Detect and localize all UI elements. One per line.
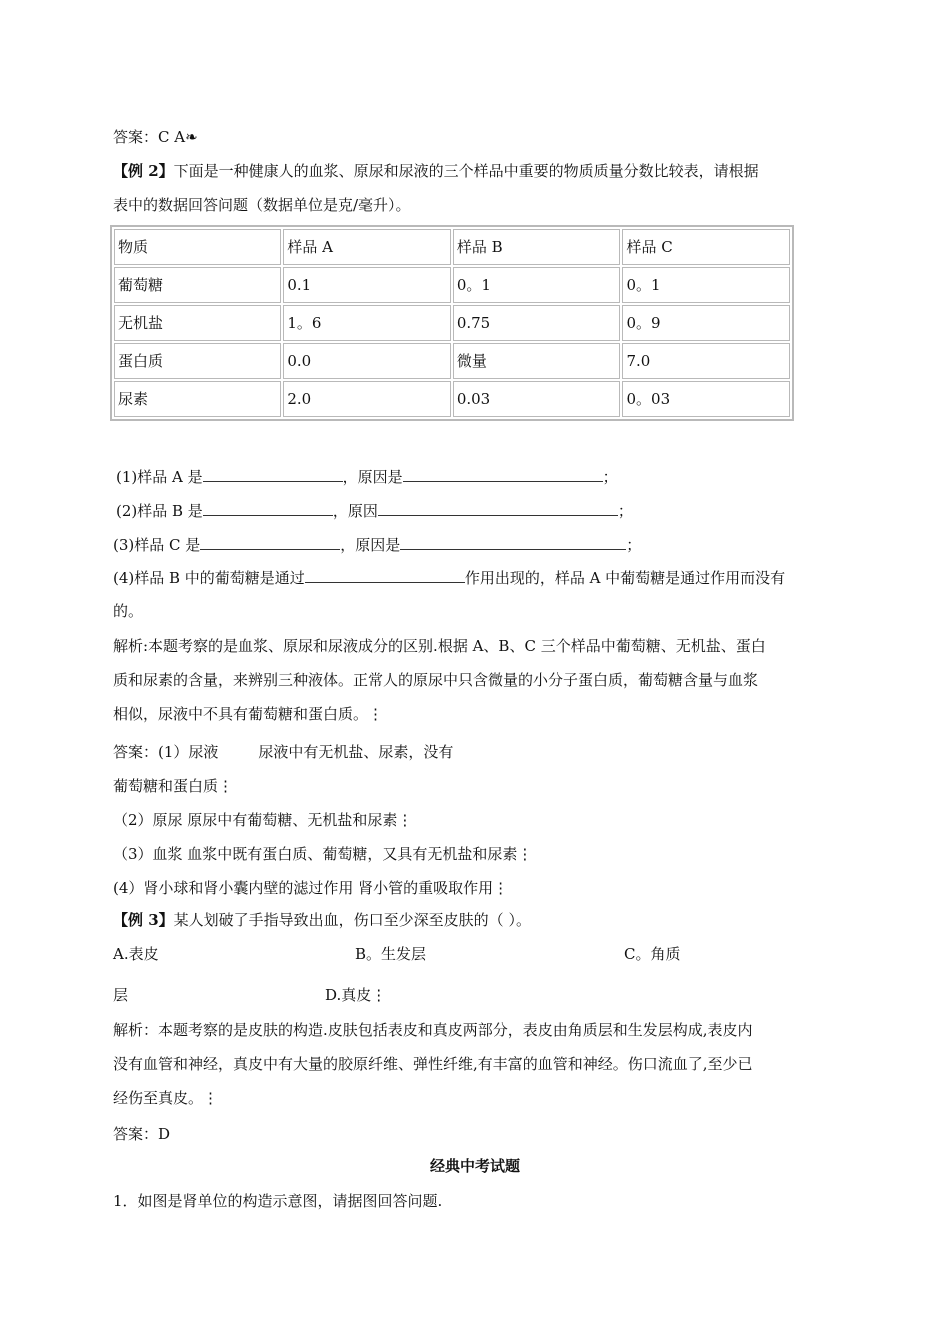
table-cell: 0。9 (622, 305, 790, 341)
table-header-cell: 样品 A (283, 229, 451, 265)
analysis-2-line: 解析:本题考察的是血浆、原尿和尿液成分的区别.根据 A、B、C 三个样品中葡萄糖、无机盐、蛋白 (113, 637, 766, 655)
table-cell: 0.03 (453, 381, 621, 417)
table-cell: 0.75 (453, 305, 621, 341)
table-cell: 0.1 (283, 267, 451, 303)
answer-blank[interactable] (403, 465, 603, 482)
table-row (114, 305, 790, 341)
section-title: 经典中考试题 (429, 1157, 520, 1175)
analysis-3-line: 解析：本题考察的是皮肤的构造.皮肤包括表皮和真皮两部分，表皮由角质层和生发层构成,表皮内 (113, 1021, 753, 1039)
last-question: 1．如图是肾单位的构造示意图，请据图回答问题. (113, 1192, 443, 1210)
table-row (114, 381, 790, 417)
answer-2-line-2: 葡萄糖和蛋白质⋮ (113, 777, 234, 795)
table-header-cell: 物质 (114, 229, 281, 265)
question-4-continued: 的。 (113, 602, 144, 620)
option-b: B。生发层 (355, 945, 427, 963)
example-2-intro-1: 【例 2】下面是一种健康人的血浆、原尿和尿液的三个样品中重要的物质质量分数比较表，请根据 (113, 162, 759, 180)
table-cell: 1。6 (283, 305, 451, 341)
analysis-2-line: 质和尿素的含量，来辨别三种液体。正常人的原尿中只含微量的小分子蛋白质，葡萄糖含量与血浆 (113, 671, 759, 689)
answer-text: 答案：C A (113, 128, 186, 146)
fleuron-icon: ❧ (185, 128, 198, 146)
example-2-intro-2: 表中的数据回答问题（数据单位是克/毫升）。 (113, 196, 411, 214)
example-3-question: 【例 3】某人划破了手指导致出血，伤口至少深至皮肤的（ ）。 (113, 911, 531, 929)
answer-2-line-4: （3）血浆 血浆中既有蛋白质、葡萄糖，又具有无机盐和尿素⋮ (113, 845, 533, 863)
table-cell: 葡萄糖 (114, 267, 281, 303)
table-cell: 0。1 (622, 267, 790, 303)
table-row (114, 343, 790, 379)
table-cell: 0。03 (622, 381, 790, 417)
question-2: (2)样品 B 是 ，原因 ； (116, 499, 633, 522)
question-1: (1)样品 A 是 ，原因是 ； (116, 465, 618, 488)
answer-2-line-1: 答案：(1）尿液 尿液中有无机盐、尿素，没有 (113, 743, 454, 761)
table-cell: 蛋白质 (114, 343, 281, 379)
table-cell: 0。1 (453, 267, 621, 303)
answer-2-line-3: （2）原尿 原尿中有葡萄糖、无机盐和尿素⋮ (113, 811, 413, 829)
table-header-row (114, 229, 790, 265)
answer-blank[interactable] (203, 465, 343, 482)
table-cell: 尿素 (114, 381, 281, 417)
option-a: A.表皮 (113, 945, 159, 963)
answer-blank[interactable] (200, 533, 340, 550)
analysis-3-line: 没有血管和神经，真皮中有大量的胶原纤维、弹性纤维,有丰富的血管和神经。伤口流血了,至少已 (113, 1055, 753, 1073)
answer-line-1 (113, 126, 198, 148)
table-cell: 0.0 (283, 343, 451, 379)
example-3-label: 【例 3】 (113, 911, 174, 929)
answer-blank[interactable] (378, 499, 618, 516)
answer-blank[interactable] (400, 533, 626, 550)
example-2-label: 【例 2】 (113, 162, 174, 180)
table-row (114, 267, 790, 303)
option-c-continued: 层 (113, 986, 129, 1004)
analysis-3-line: 经伤至真皮。⋮ (113, 1089, 219, 1107)
answer-3: 答案：D (113, 1125, 171, 1143)
answer-2-line-5: (4）肾小球和肾小囊内壁的滤过作用 肾小管的重吸取作用⋮ (113, 879, 509, 897)
table-header-cell: 样品 C (622, 229, 790, 265)
table-cell: 无机盐 (114, 305, 281, 341)
table-cell: 微量 (453, 343, 621, 379)
table-header-cell: 样品 B (453, 229, 621, 265)
option-c: C。角质 (624, 945, 681, 963)
answer-blank[interactable] (305, 566, 465, 583)
table-cell: 7.0 (622, 343, 790, 379)
question-3: (3)样品 C 是 ，原因是 ； (113, 533, 641, 556)
question-4: (4)样品 B 中的葡萄糖是通过 作用出现的，样品 A 中葡萄糖是通过作用而没有 (113, 566, 785, 589)
analysis-2-line: 相似，尿液中不具有葡萄糖和蛋白质。⋮ (113, 705, 384, 723)
table-cell: 2.0 (283, 381, 451, 417)
answer-blank[interactable] (203, 499, 333, 516)
option-d: D.真皮⋮ (325, 986, 387, 1004)
data-table (110, 225, 794, 421)
